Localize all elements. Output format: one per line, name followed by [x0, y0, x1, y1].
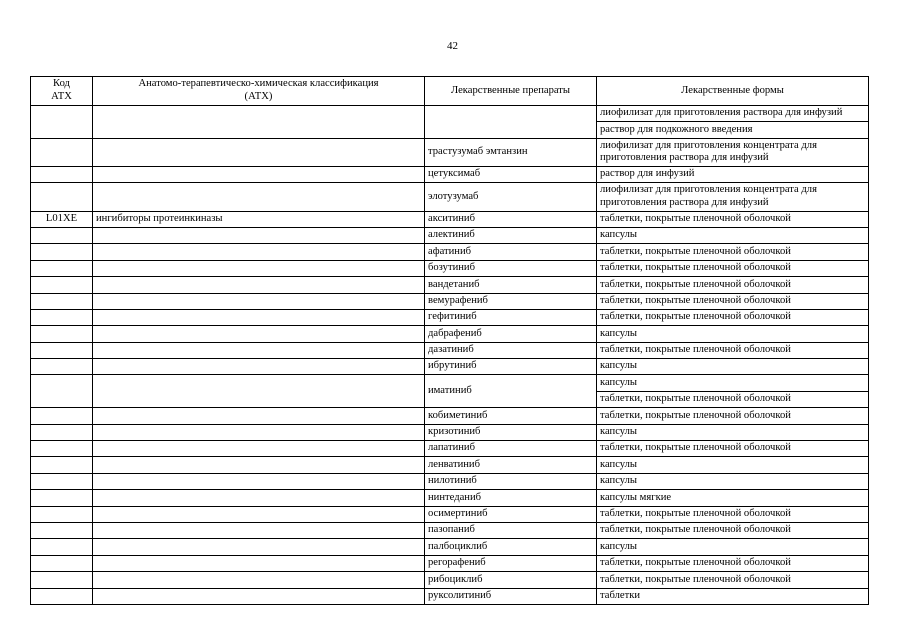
atc-classification-cell: ингибиторы протеинкиназы [93, 211, 425, 227]
atc-drug-table [30, 76, 869, 605]
atc-classification-cell [93, 375, 425, 408]
drug-name-cell: руксолитиниб [425, 588, 597, 604]
dosage-form-cell: таблетки, покрытые пленочной оболочкой [597, 572, 869, 588]
drug-name-cell: лапатиниб [425, 441, 597, 457]
drug-name-cell: палбоциклиб [425, 539, 597, 555]
table-row [31, 424, 869, 440]
table-row [31, 506, 869, 522]
table-row [31, 490, 869, 506]
table-row [31, 408, 869, 424]
dosage-form-cell: таблетки, покрытые пленочной оболочкой [597, 522, 869, 538]
atc-classification-cell [93, 490, 425, 506]
dosage-form-cell: капсулы [597, 457, 869, 473]
table-row [31, 211, 869, 227]
drug-name-cell: акситиниб [425, 211, 597, 227]
atc-classification-cell [93, 522, 425, 538]
atc-classification-cell [93, 106, 425, 139]
atc-code-cell: L01XE [31, 211, 93, 227]
dosage-form-cell: лиофилизат для приготовления раствора для инфузий [597, 106, 869, 122]
atc-classification-cell [93, 441, 425, 457]
atc-code-cell [31, 572, 93, 588]
dosage-form-cell: капсулы [597, 473, 869, 489]
atc-classification-cell [93, 326, 425, 342]
table-row [31, 227, 869, 243]
table-row [31, 375, 869, 391]
drug-name-cell: осимертиниб [425, 506, 597, 522]
drug-name-cell: цетуксимаб [425, 166, 597, 182]
table-row [31, 244, 869, 260]
atc-code-cell [31, 473, 93, 489]
atc-code-cell [31, 408, 93, 424]
table-row [31, 260, 869, 276]
table-row [31, 457, 869, 473]
atc-code-cell [31, 138, 93, 166]
drug-name-cell: иматиниб [425, 375, 597, 408]
table-row [31, 588, 869, 604]
atc-code-cell [31, 555, 93, 571]
table-row [31, 539, 869, 555]
atc-classification-cell [93, 506, 425, 522]
atc-code-cell [31, 588, 93, 604]
atc-code-cell [31, 309, 93, 325]
header-drugs: Лекарственные препараты [425, 77, 597, 106]
dosage-form-cell: таблетки [597, 588, 869, 604]
dosage-form-cell: таблетки, покрытые пленочной оболочкой [597, 309, 869, 325]
atc-code-cell [31, 227, 93, 243]
drug-name-cell [425, 106, 597, 139]
dosage-form-cell: таблетки, покрытые пленочной оболочкой [597, 441, 869, 457]
atc-code-cell [31, 277, 93, 293]
atc-code-cell [31, 166, 93, 182]
atc-code-cell [31, 375, 93, 408]
atc-classification-cell [93, 408, 425, 424]
dosage-form-cell: таблетки, покрытые пленочной оболочкой [597, 408, 869, 424]
page-number: 42 [447, 40, 458, 52]
dosage-form-cell: лиофилизат для приготовления концентрата для приготовления раствора для инфузий [597, 183, 869, 211]
drug-name-cell: регорафениб [425, 555, 597, 571]
table-row [31, 522, 869, 538]
table-header-row [31, 77, 869, 106]
drug-name-cell: нинтеданиб [425, 490, 597, 506]
dosage-form-cell: капсулы [597, 539, 869, 555]
dosage-form-cell: таблетки, покрытые пленочной оболочкой [597, 277, 869, 293]
table-row [31, 183, 869, 211]
table-row [31, 555, 869, 571]
dosage-form-cell: таблетки, покрытые пленочной оболочкой [597, 391, 869, 407]
dosage-form-cell: капсулы [597, 375, 869, 391]
table-body [31, 106, 869, 605]
drug-name-cell: вемурафениб [425, 293, 597, 309]
dosage-form-cell: капсулы [597, 326, 869, 342]
atc-classification-cell [93, 138, 425, 166]
atc-classification-cell [93, 342, 425, 358]
atc-code-cell [31, 244, 93, 260]
drug-name-cell: рибоциклиб [425, 572, 597, 588]
header-atc-classification: Анатомо-терапевтическо-химическая классификация (АТХ) [93, 77, 425, 106]
drug-name-cell: алектиниб [425, 227, 597, 243]
dosage-form-cell: капсулы [597, 359, 869, 375]
drug-name-cell: дазатиниб [425, 342, 597, 358]
atc-classification-cell [93, 244, 425, 260]
atc-classification-cell [93, 309, 425, 325]
table-row [31, 293, 869, 309]
table-row [31, 309, 869, 325]
dosage-form-cell: таблетки, покрытые пленочной оболочкой [597, 506, 869, 522]
atc-classification-cell [93, 166, 425, 182]
atc-code-cell [31, 342, 93, 358]
atc-code-cell [31, 424, 93, 440]
atc-code-cell [31, 506, 93, 522]
drug-name-cell: нилотиниб [425, 473, 597, 489]
table-row [31, 277, 869, 293]
atc-classification-cell [93, 539, 425, 555]
atc-code-cell [31, 183, 93, 211]
drug-name-cell: кризотиниб [425, 424, 597, 440]
drug-name-cell: ибрутиниб [425, 359, 597, 375]
dosage-form-cell: таблетки, покрытые пленочной оболочкой [597, 342, 869, 358]
drug-name-cell: афатиниб [425, 244, 597, 260]
atc-classification-cell [93, 227, 425, 243]
dosage-form-cell: капсулы [597, 424, 869, 440]
atc-classification-cell [93, 424, 425, 440]
table-row [31, 326, 869, 342]
atc-code-cell [31, 457, 93, 473]
atc-classification-cell [93, 555, 425, 571]
table-row [31, 106, 869, 122]
atc-code-cell [31, 539, 93, 555]
dosage-form-cell: раствор для подкожного введения [597, 122, 869, 138]
drug-name-cell: дабрафениб [425, 326, 597, 342]
atc-code-cell [31, 522, 93, 538]
table-row [31, 359, 869, 375]
table-row [31, 572, 869, 588]
dosage-form-cell: капсулы [597, 227, 869, 243]
atc-code-cell [31, 106, 93, 139]
dosage-form-cell: таблетки, покрытые пленочной оболочкой [597, 555, 869, 571]
atc-classification-cell [93, 293, 425, 309]
drug-name-cell: вандетаниб [425, 277, 597, 293]
atc-classification-cell [93, 457, 425, 473]
drug-name-cell: гефитиниб [425, 309, 597, 325]
atc-code-cell [31, 490, 93, 506]
atc-classification-cell [93, 359, 425, 375]
dosage-form-cell: таблетки, покрытые пленочной оболочкой [597, 211, 869, 227]
dosage-form-cell: таблетки, покрытые пленочной оболочкой [597, 244, 869, 260]
drug-name-cell: пазопаниб [425, 522, 597, 538]
dosage-form-cell: таблетки, покрытые пленочной оболочкой [597, 260, 869, 276]
atc-classification-cell [93, 588, 425, 604]
atc-code-cell [31, 359, 93, 375]
atc-code-cell [31, 260, 93, 276]
drug-name-cell: ленватиниб [425, 457, 597, 473]
header-dosage-forms: Лекарственные формы [597, 77, 869, 106]
table-row [31, 441, 869, 457]
atc-classification-cell [93, 473, 425, 489]
atc-classification-cell [93, 277, 425, 293]
atc-classification-cell [93, 572, 425, 588]
atc-code-cell [31, 293, 93, 309]
dosage-form-cell: лиофилизат для приготовления концентрата для приготовления раствора для инфузий [597, 138, 869, 166]
table-row [31, 166, 869, 182]
table-row [31, 342, 869, 358]
drug-name-cell: трастузумаб эмтанзин [425, 138, 597, 166]
atc-classification-cell [93, 260, 425, 276]
atc-code-cell [31, 326, 93, 342]
dosage-form-cell: таблетки, покрытые пленочной оболочкой [597, 293, 869, 309]
dosage-form-cell: раствор для инфузий [597, 166, 869, 182]
table-row [31, 473, 869, 489]
drug-name-cell: элотузумаб [425, 183, 597, 211]
drug-name-cell: кобиметиниб [425, 408, 597, 424]
dosage-form-cell: капсулы мягкие [597, 490, 869, 506]
atc-code-cell [31, 441, 93, 457]
header-atc-code: Код АТХ [31, 77, 93, 106]
table-row [31, 138, 869, 166]
drug-name-cell: бозутиниб [425, 260, 597, 276]
atc-classification-cell [93, 183, 425, 211]
